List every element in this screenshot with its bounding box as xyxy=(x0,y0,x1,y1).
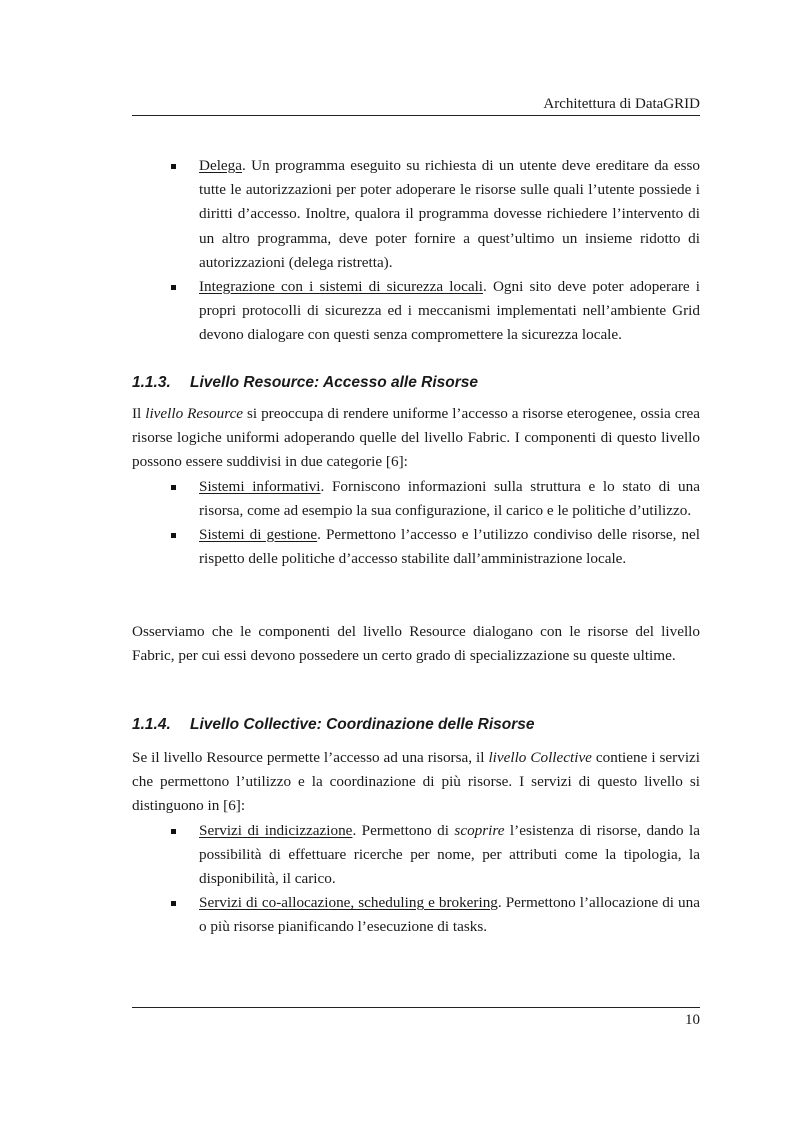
section-1-1-3-body xyxy=(132,402,700,571)
term-servizi-indicizzazione: Servizi di indicizzazione xyxy=(199,821,353,839)
paragraph xyxy=(132,402,700,475)
section-1-1-3-closing xyxy=(132,620,700,668)
section-title: Livello Resource: Accesso alle Risorse xyxy=(190,374,479,391)
text-run: l’esistenza di risorse, dando la possibilità di effettuare ricerche per nome, per attributi come la tipologia, la disponibilità, il carico. xyxy=(199,821,700,888)
list-item xyxy=(132,819,700,892)
square-bullet-icon xyxy=(171,901,176,906)
term-sistemi-informativi: Sistemi informativi xyxy=(199,477,321,495)
list-item-text: . Forniscono informazioni sulla struttura e lo stato di una risorsa, come ad esempio la sua configurazione, il carico e le politiche d’utilizzo. xyxy=(199,477,700,519)
emphasis: livello Collective xyxy=(488,749,592,766)
list-item-text: . Ogni sito deve poter adoperare i propri protocolli di sicurezza ed i meccanismi implementati nell’ambiente Grid devono dialogare con questi senza compromettere la sicurezza locale. xyxy=(199,278,700,344)
list-item xyxy=(132,475,700,523)
paragraph: Osserviamo che le componenti del livello Resource dialogano con le risorse del livello Fabric, per cui essi devono possedere un certo grado di specializzazione su queste ultime. xyxy=(132,623,700,665)
section-heading-1-1-3 xyxy=(132,373,700,393)
paragraph xyxy=(132,746,700,819)
bullet-list xyxy=(132,475,700,572)
square-bullet-icon xyxy=(171,829,176,834)
bullet-list xyxy=(132,819,700,940)
running-header: Architettura di DataGRID xyxy=(543,96,700,112)
term-sistemi-gestione: Sistemi di gestione xyxy=(199,526,318,544)
list-item xyxy=(132,275,700,348)
square-bullet-icon xyxy=(171,164,176,169)
list-item-text: . Permettono l’allocazione di una o più risorse pianificando l’esecuzione di tasks. xyxy=(199,894,700,936)
list-item-text: . Un programma eseguito su richiesta di un utente deve ereditare da esso tutte le autorizzazioni per poter adoperare le risorse sulle quali l’utente possiede i diritti d’accesso. Inoltre, qualora il programma dovesse richiedere l’intervento di un altro programma, deve poter fornire a quest’ultimo un insieme ridotto di autorizzazioni (delega ristretta). xyxy=(199,157,700,271)
term-servizi-coallocazione: Servizi di co-allocazione, scheduling e brokering xyxy=(199,894,498,912)
emphasis: scoprire xyxy=(454,821,505,839)
section-number: 1.1.3. xyxy=(132,374,171,391)
term-delega: Delega xyxy=(199,157,243,174)
text-run: si preoccupa di rendere uniforme l’accesso a risorse eterogenee, ossia crea risorse logiche uniformi adoperando quelle del livello Fabric. I componenti di questo livello possono essere suddivisi in due categorie [6]: xyxy=(132,405,700,471)
list-item xyxy=(132,891,700,939)
square-bullet-icon xyxy=(171,485,176,490)
section-heading-1-1-4 xyxy=(132,715,700,735)
list-item xyxy=(132,154,700,275)
footer-rule xyxy=(132,1007,700,1008)
header-rule xyxy=(132,115,700,116)
text-run: Il xyxy=(132,405,146,422)
top-bullet-list-block xyxy=(132,154,700,348)
list-item-text: . Permettono l’accesso e l’utilizzo condiviso delle risorse, nel rispetto delle politiche d’accesso stabilite dall’amministrazione locale. xyxy=(199,526,700,568)
text-run: contiene i servizi che permettono l’utilizzo e la coordinazione di più risorse. I servizi di questo livello si distinguono in [6]: xyxy=(132,749,700,815)
text-run: Se il livello Resource permette l’accesso ad una risorsa, il xyxy=(132,749,489,766)
text-run: . Permettono di xyxy=(352,821,455,839)
section-number: 1.1.4. xyxy=(132,716,171,733)
emphasis: livello Resource xyxy=(145,405,244,422)
section-title: Livello Collective: Coordinazione delle Risorse xyxy=(190,716,535,733)
term-integrazione: Integrazione con i sistemi di sicurezza locali xyxy=(199,278,484,296)
bullet-list xyxy=(132,154,700,348)
square-bullet-icon xyxy=(171,533,176,538)
section-1-1-4-body xyxy=(132,746,700,940)
page-number: 10 xyxy=(685,1012,700,1028)
square-bullet-icon xyxy=(171,285,176,290)
list-item xyxy=(132,523,700,571)
